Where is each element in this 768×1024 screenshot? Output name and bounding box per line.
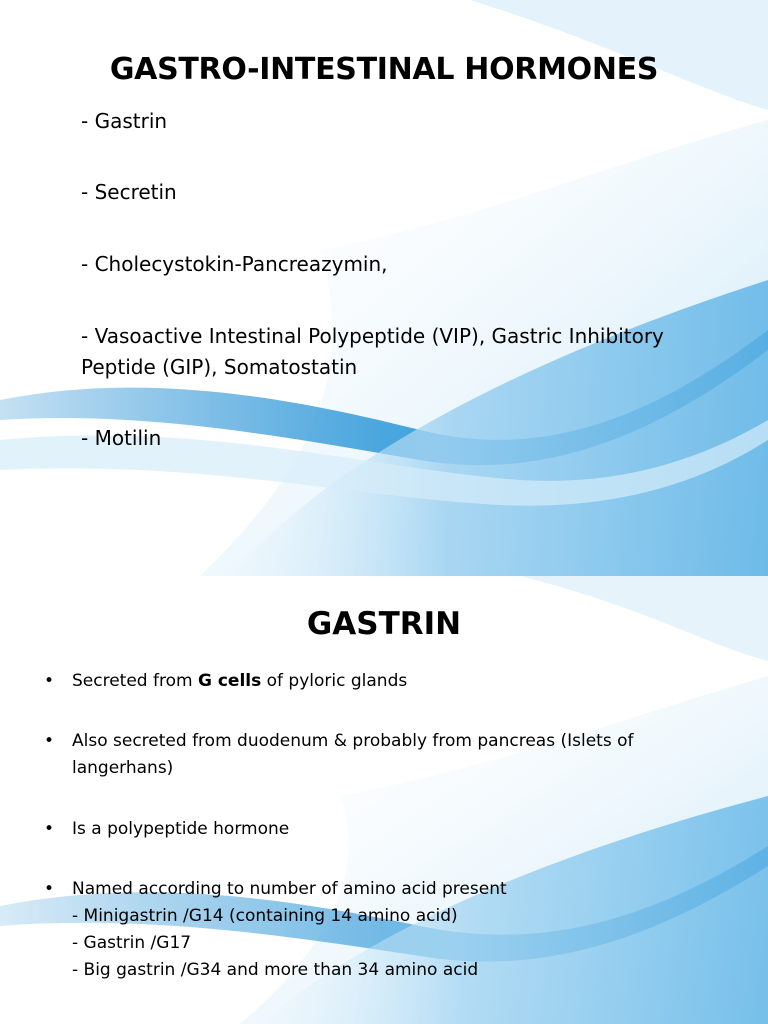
list-item-secretin: - Secretin <box>81 180 177 204</box>
list-item-motilin: - Motilin <box>81 426 162 450</box>
bullet-text-prefix: Secreted from <box>72 671 198 691</box>
bullet-text: Named according to number of amino acid present <box>72 879 507 899</box>
list-item-vip-gip-line2: Peptide (GIP), Somatostatin <box>81 355 358 379</box>
bullet-text-line1: Also secreted from duodenum & probably from pancreas (Islets of <box>72 731 634 751</box>
list-item-vip-gip-line1: - Vasoactive Intestinal Polypeptide (VIP), Gastric Inhibitory <box>81 324 664 348</box>
bullet-text-line2: langerhans) <box>72 758 174 778</box>
slide-gastrin <box>0 576 768 1024</box>
list-item-cck-pz: - Cholecystokin-Pancreazymin, <box>81 252 388 276</box>
bullet-icon: • <box>44 671 55 691</box>
bullet-icon: • <box>44 879 55 899</box>
bullet-text-suffix: of pyloric glands <box>261 671 408 691</box>
bullet-icon: • <box>44 819 55 839</box>
slide-title: GASTRIN <box>306 606 462 642</box>
slide-title: GASTRO-INTESTINAL HORMONES <box>109 52 659 87</box>
bullet-text-bold: G cells <box>197 671 262 691</box>
bullet-text: Is a polypeptide hormone <box>72 819 290 839</box>
sub-item-minigastrin: - Minigastrin /G14 (containing 14 amino acid) <box>72 906 458 926</box>
list-item-gastrin: - Gastrin <box>81 109 168 133</box>
sub-item-gastrin-g17: - Gastrin /G17 <box>72 933 192 953</box>
sub-item-big-gastrin: - Big gastrin /G34 and more than 34 amino acid <box>72 960 479 980</box>
bullet-icon: • <box>44 731 55 751</box>
